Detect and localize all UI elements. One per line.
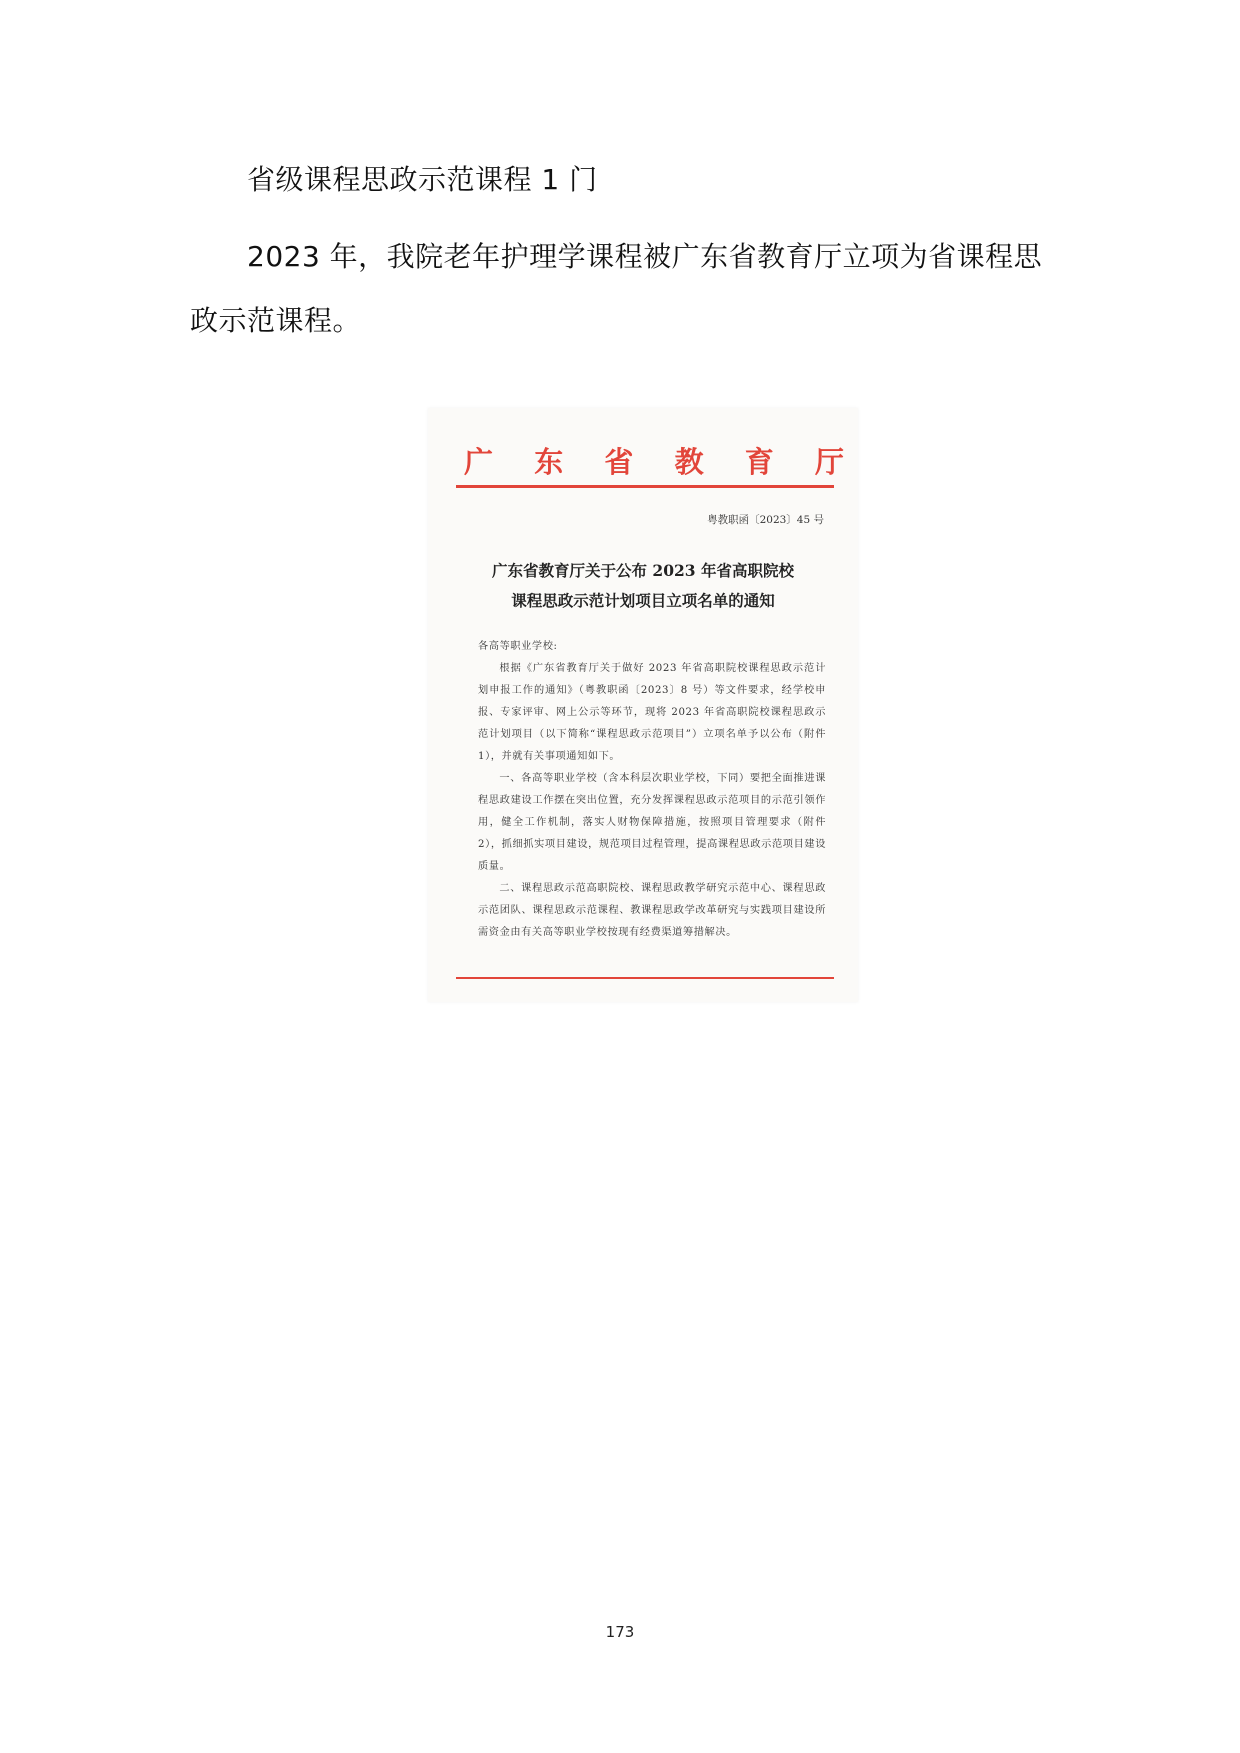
letterhead-char: 厅 <box>814 445 844 479</box>
notice-paragraph: 根据《广东省教育厅关于做好 2023 年省高职院校课程思政示范计划申报工作的通知》（粤教职函〔2023〕8 号）等文件要求，经学校申报、专家评审、网上公示等环节，现将 2023 年省高职院校课程思政示范计划项目（以下简称“课程思政示范项目”）立项名单予以公布（附件 1），并就有关事项通知如下。 <box>478 663 826 762</box>
notice-paragraph: 二、课程思政示范高职院校、课程思政教学研究示范中心、课程思政示范团队、课程思政示范课程、教课程思政学改革研究与实践项目建设所需资金由有关高等职业学校按现有经费渠道筹措解决。 <box>478 883 826 938</box>
letterhead-rule <box>456 485 834 488</box>
notice-title-line: 广东省教育厅关于公布 2023 年省高职院校 <box>492 561 794 580</box>
letterhead-char: 育 <box>744 445 774 479</box>
page-number: 173 <box>605 1623 635 1641</box>
letterhead-char: 东 <box>534 445 564 479</box>
letterhead <box>464 440 844 481</box>
notice-title <box>428 556 858 616</box>
notice-paragraph: 一、各高等职业学校（含本科层次职业学校，下同）要把全面推进课程思政建设工作摆在突出位置，充分发挥课程思政示范项目的示范引领作用，健全工作机制，落实人财物保障措施，按照项目管理要求（附件 2），抓细抓实项目建设，规范项目过程管理，提高课程思政示范项目建设质量。 <box>478 773 826 872</box>
notice-title-line: 课程思政示范计划项目立项名单的通知 <box>511 591 775 610</box>
body-paragraph: 2023 年，我院老年护理学课程被广东省教育厅立项为省课程思政示范课程。 <box>190 240 1043 337</box>
scanned-notice-image <box>428 408 858 1002</box>
section-heading: 省级课程思政示范课程 1 门 <box>247 163 598 196</box>
footer-rule <box>456 977 834 979</box>
letterhead-char: 省 <box>604 445 634 479</box>
document-number: 粤教职函〔2023〕45 号 <box>707 514 824 526</box>
letterhead-char: 教 <box>674 445 704 479</box>
notice-body <box>478 636 826 944</box>
letterhead-char: 广 <box>464 445 494 479</box>
salutation: 各高等职业学校: <box>478 641 558 652</box>
